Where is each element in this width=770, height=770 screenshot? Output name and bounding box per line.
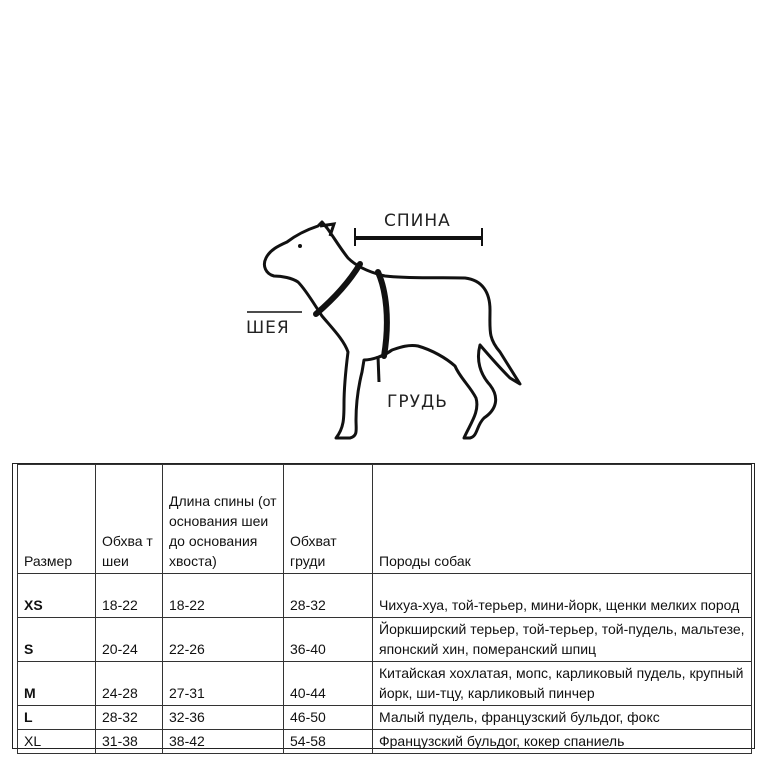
cell-size: M <box>18 662 96 706</box>
cell-chest: 54-58 <box>284 730 373 754</box>
header-back-length: Длина спины (от основания шеи до основания хвоста) <box>163 465 284 574</box>
table-row <box>18 706 752 730</box>
cell-breeds: Французский бульдог, кокер спаниель <box>373 730 752 754</box>
header-chest: Обхват груди <box>284 465 373 574</box>
table-row <box>18 618 752 662</box>
cell-chest: 40-44 <box>284 662 373 706</box>
cell-chest: 36-40 <box>284 618 373 662</box>
cell-breeds: Малый пудель, французский бульдог, фокс <box>373 706 752 730</box>
header-breeds: Породы собак <box>373 465 752 574</box>
table-header-row <box>18 465 752 574</box>
cell-size: S <box>18 618 96 662</box>
table-row <box>18 662 752 706</box>
size-table-frame <box>12 463 755 749</box>
cell-size: XS <box>18 574 96 618</box>
cell-neck: 28-32 <box>96 706 163 730</box>
size-table <box>17 464 752 754</box>
back-length-label: СПИНА <box>384 211 451 231</box>
cell-neck: 18-22 <box>96 574 163 618</box>
neck-label: ШЕЯ <box>246 318 290 338</box>
cell-size: L <box>18 706 96 730</box>
table-row <box>18 730 752 754</box>
cell-back: 38-42 <box>163 730 284 754</box>
cell-neck: 20-24 <box>96 618 163 662</box>
cell-chest: 28-32 <box>284 574 373 618</box>
cell-back: 22-26 <box>163 618 284 662</box>
cell-back: 27-31 <box>163 662 284 706</box>
cell-back: 32-36 <box>163 706 284 730</box>
table-row <box>18 574 752 618</box>
cell-breeds: Китайская хохлатая, мопс, карликовый пудель, крупный йорк, ши-тцу, карликовый пинчер <box>373 662 752 706</box>
header-size: Размер <box>18 465 96 574</box>
header-neck: Обхва т шеи <box>96 465 163 574</box>
cell-chest: 46-50 <box>284 706 373 730</box>
cell-breeds: Чихуа-хуа, той-терьер, мини-йорк, щенки мелких пород <box>373 574 752 618</box>
cell-neck: 31-38 <box>96 730 163 754</box>
cell-neck: 24-28 <box>96 662 163 706</box>
cell-size: XL <box>18 730 96 754</box>
cell-breeds: Йоркширский терьер, той-терьер, той-пудель, мальтезе, японский хин, померанский шпиц <box>373 618 752 662</box>
cell-back: 18-22 <box>163 574 284 618</box>
chest-label: ГРУДЬ <box>387 392 448 412</box>
